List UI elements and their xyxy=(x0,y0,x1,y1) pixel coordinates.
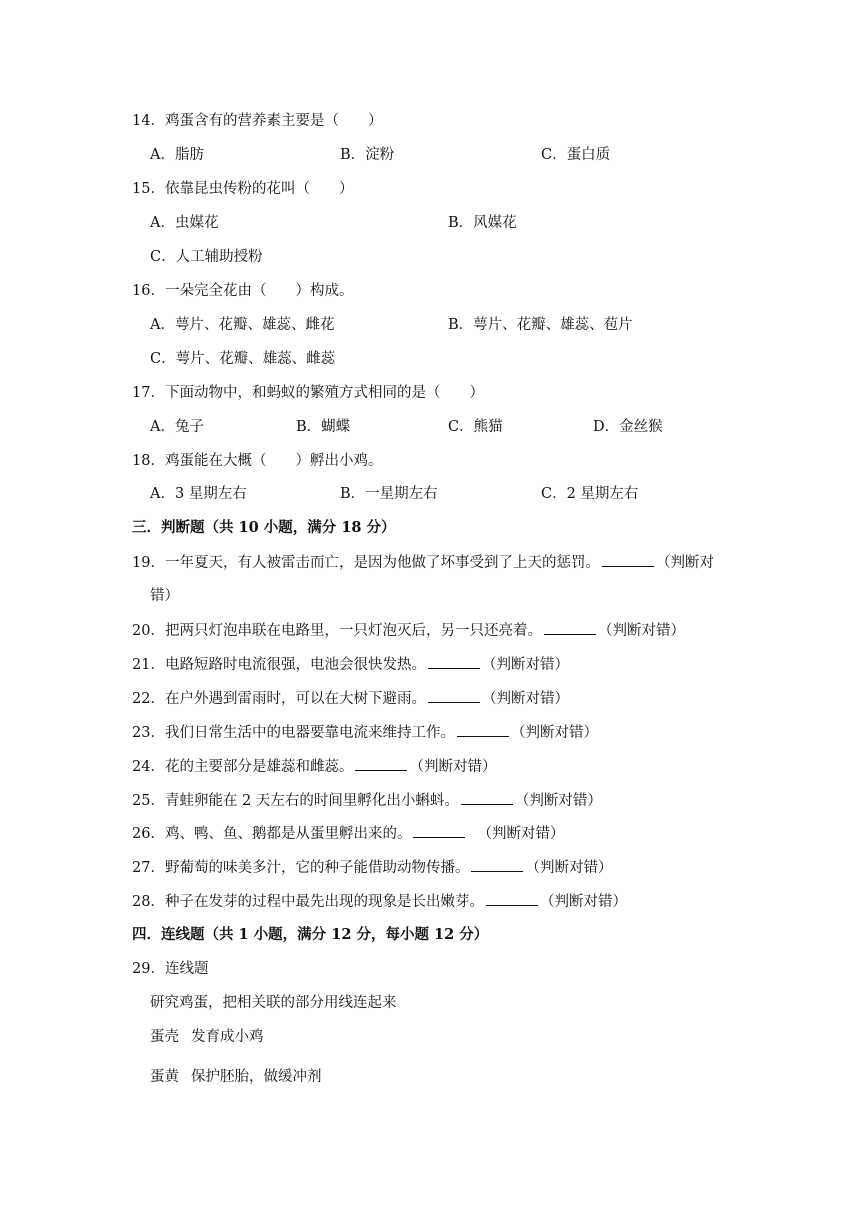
option: D．金丝猴 xyxy=(593,419,663,435)
judge-item xyxy=(132,857,612,878)
answer-blank[interactable] xyxy=(461,790,513,805)
matching-row xyxy=(150,1067,322,1087)
option: B．淀粉 xyxy=(340,147,395,163)
answer-blank[interactable] xyxy=(486,891,538,906)
judge-item xyxy=(132,552,714,573)
matching-left[interactable]: 蛋黄 xyxy=(150,1069,179,1085)
judge-text: 21．电路短路时电流很强，电池会很快发热。 xyxy=(132,657,426,673)
judge-item xyxy=(132,654,569,675)
option: A．3 星期左右 xyxy=(150,486,247,502)
judge-suffix: （判断对错） xyxy=(514,793,602,809)
judge-text: 25．青蛙卵能在 2 天左右的时间里孵化出小蝌蚪。 xyxy=(132,793,459,809)
question-stem: 16．一朵完全花由（ ）构成。 xyxy=(132,283,354,299)
question-stem: 17．下面动物中，和蚂蚁的繁殖方式相同的是（ ） xyxy=(132,385,484,401)
option: A．虫媒花 xyxy=(150,215,219,231)
judge-item xyxy=(132,823,564,844)
judge-suffix: （判断对错） xyxy=(481,657,569,673)
option: C．萼片、花瓣、雄蕊、雌蕊 xyxy=(150,351,336,367)
question-stem: 15．依靠昆虫传粉的花叫（ ） xyxy=(132,181,354,197)
judge-suffix: （判断对错） xyxy=(477,826,565,842)
judge-item xyxy=(132,620,685,641)
section-heading: 三．判断题（共 10 小题，满分 18 分） xyxy=(132,519,396,536)
judge-suffix: （判断对错） xyxy=(597,623,685,639)
judge-suffix: （判断对错） xyxy=(539,894,627,910)
judge-item xyxy=(132,756,496,777)
option: A．兔子 xyxy=(150,419,204,435)
option: C．2 星期左右 xyxy=(541,486,639,502)
instruction-text: 研究鸡蛋，把相关联的部分用线连起来 xyxy=(150,995,397,1011)
question-stem: 14．鸡蛋含有的营养素主要是（ ） xyxy=(132,113,383,129)
option: C．熊猫 xyxy=(448,419,503,435)
answer-blank[interactable] xyxy=(428,654,480,669)
question-stem: 29．连线题 xyxy=(132,961,209,977)
judge-text: 23．我们日常生活中的电器要靠电流来维持工作。 xyxy=(132,725,455,741)
judge-item xyxy=(132,722,598,743)
answer-blank[interactable] xyxy=(355,756,407,771)
judge-item xyxy=(132,891,627,912)
answer-blank[interactable] xyxy=(428,688,480,703)
answer-blank[interactable] xyxy=(413,823,465,838)
judge-continuation: 错） xyxy=(150,588,179,604)
option: B．萼片、花瓣、雄蕊、苞片 xyxy=(448,317,633,333)
option: A．脂肪 xyxy=(150,147,204,163)
option: B．风媒花 xyxy=(448,215,517,231)
option: B．一星期左右 xyxy=(340,486,438,502)
matching-left[interactable]: 蛋壳 xyxy=(150,1029,179,1045)
judge-text: 26．鸡、鸭、鱼、鹅都是从蛋里孵出来的。 xyxy=(132,826,412,842)
answer-blank[interactable] xyxy=(457,722,509,737)
judge-text: 22．在户外遇到雷雨时，可以在大树下避雨。 xyxy=(132,691,426,707)
matching-row xyxy=(150,1027,264,1047)
matching-right[interactable]: 发育成小鸡 xyxy=(191,1029,264,1045)
judge-suffix: （判断对错） xyxy=(510,725,598,741)
option: A．萼片、花瓣、雄蕊、雌花 xyxy=(150,317,335,333)
judge-text: 24．花的主要部分是雄蕊和雌蕊。 xyxy=(132,759,354,775)
judge-text: 20．把两只灯泡串联在电路里，一只灯泡灭后，另一只还亮着。 xyxy=(132,623,542,639)
judge-suffix: （判断对错） xyxy=(525,860,613,876)
answer-blank[interactable] xyxy=(602,552,654,567)
option: C．蛋白质 xyxy=(541,147,611,163)
judge-item xyxy=(132,688,569,709)
option: C．人工辅助授粉 xyxy=(150,249,263,265)
matching-right[interactable]: 保护胚胎，做缓冲剂 xyxy=(191,1069,322,1085)
answer-blank[interactable] xyxy=(544,620,596,635)
judge-item xyxy=(132,790,602,811)
judge-suffix: （判断对错） xyxy=(409,759,497,775)
option: B．蝴蝶 xyxy=(296,419,351,435)
section-heading: 四．连线题（共 1 小题，满分 12 分，每小题 12 分） xyxy=(132,926,489,943)
judge-suffix: （判断对错） xyxy=(481,691,569,707)
question-stem: 18．鸡蛋能在大概（ ）孵出小鸡。 xyxy=(132,453,383,469)
judge-text: 27．野葡萄的味美多汁，它的种子能借助动物传播。 xyxy=(132,860,470,876)
judge-suffix: （判断对 xyxy=(655,555,714,571)
answer-blank[interactable] xyxy=(471,857,523,872)
judge-text: 28．种子在发芽的过程中最先出现的现象是长出嫩芽。 xyxy=(132,894,484,910)
judge-text: 19．一年夏天，有人被雷击而亡，是因为他做了坏事受到了上天的惩罚。 xyxy=(132,555,600,571)
